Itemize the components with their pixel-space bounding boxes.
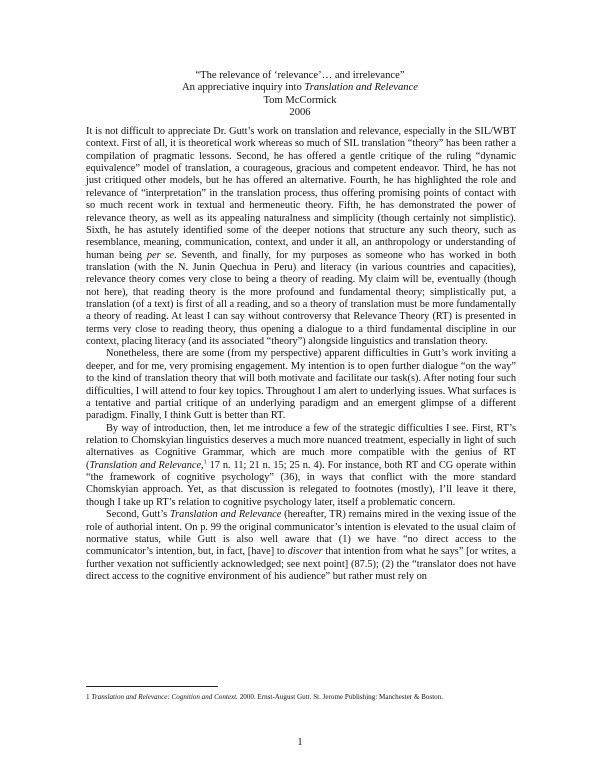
- footnote-book-title: Translation and Relevance: Cognition and Context.: [91, 693, 238, 701]
- paper-title: “The relevance of ‘relevance’… and irrelevance”: [195, 70, 405, 81]
- body-text: [86, 126, 516, 583]
- paragraph-4: Second, Gutt’s Translation and Relevance (hereafter, TR) remains mired in the vexing issue of the role of authorial intent. On p. 99 the original communicator’s intention is elevated to the usual claim of normative status, while Gutt is also well aware that (1) we have “no direct access to the communicator’s intention, but, in fact, [have] to discover that intention from what he says” [or writes, a further vexation not sufficiently acknowledged; see next point] (87.5); (2) the “translator does not have direct access to the cognitive environment of his audience” but rather must rely on: [86, 509, 516, 582]
- paragraph-3: By way of introduction, then, let me introduce a few of the strategic difficulties I see. First, RT’s relation to Chomskyian linguistics deserves a much more nuanced treatment, especially in light of such alternatives as Cognitive Grammar, which are much more compatible with the genius of RT (Translation and Relevance,$^1$ 17 n. 11; 21 n. 15; 25 n. 4). For instance, both RT and CG operate within “the framework of cognitive psychology” (36), in ways that conflict with the more standard Chomskyian approach. Yet, as that discussion is relegated to footnotes (mostly), I’ll leave it there, though I take up RT’s relation to cognitive psychology later, itself a problematic concern.: [86, 422, 516, 508]
- footnote: [86, 693, 526, 702]
- page-number: 1: [297, 737, 303, 748]
- footnote-citation: 2000. Ernst-August Gutt. St. Jerome Publishing: Manchester & Boston.: [237, 693, 444, 701]
- subtitle-book-title: Translation and Relevance: [304, 82, 418, 94]
- paper-subtitle: An appreciative inquiry into Translation and Relevance: [182, 82, 418, 94]
- title-block: [0, 70, 600, 119]
- paragraph-2: Nonetheless, there are some (from my perspective) apparent difficulties in Gutt’s work inviting a deeper, and for me, very promising engagement. My intention is to open further dialogue “on the way” to the kind of translation theory that will both motivate and facilitate our task(s). After noting four such difficulties, I will attend to four key topics. Throughout I am alert to underlying issues. What surfaces is a tentative and partial critique of an underlying paradigm and an emergent glimpse of a different paradigm. Finally, I think Gutt is better than RT.: [86, 348, 516, 422]
- publication-year: 2006: [289, 106, 311, 118]
- footnote-divider: [86, 686, 218, 687]
- author-name: Tom McCormick: [263, 94, 337, 106]
- paragraph-1: It is not difficult to appreciate Dr. Gutt’s work on translation and relevance, especially in the SIL/WBT context. First of all, it is theoretical work whereas so much of SIL translation “theory” has been rather a compilation of pragmatic lessons. Second, he has offered a gentle critique of the ruling “dynamic equivalence” model of translation, a courageous, gracious and competent endeavor. Third, he has not just critiqued other models, but he has offered an alternative. Fourth, he has highlighted the role and relevance of “interpretation” in the translation process, thus offering promising points of contact with so much recent work in textual and hermeneutic theory. Fifth, he has demonstrated the power of relevance theory, as well as its appealing naturalness and simplicity (though certainly not simplistic). Sixth, he has astutely identified some of the deeper notions that structure any such theory, such as resemblance, meaning, communication, context, and under it all, an anthropology or understanding of human being per se. Seventh, and finally, for my purposes as someone who has worked in both translation (with the N. Junin Quechua in Peru) and literacy (in various countries and capacities), relevance theory comes very close to being a theory of reading. My claim will be, eventually (though not here), that reading theory is the more profound and fundamental theory; simplistically put, a translation (of a text) is first of all a reading, and so a theory of translation must be more fundamentally a theory of reading. At least I can say without controversy that Relevance Theory (RT) is presented in terms very close to reading theory, thus opening a dialogue to a third fundamental discipline in our context, placing literacy (and its associated “theory”) alongside linguistics and translation theory.: [86, 126, 516, 348]
- footnote-reference[interactable]: 1: [203, 459, 207, 466]
- footnote-number: 1: [86, 693, 90, 701]
